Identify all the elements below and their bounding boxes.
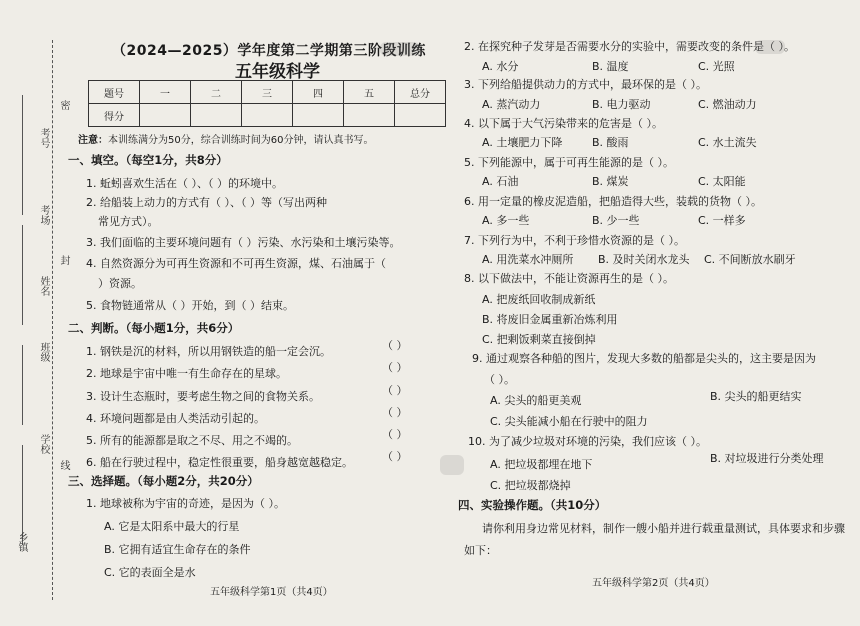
choice-q6-option-a[interactable]: A. 多一些 <box>482 214 530 227</box>
score-header-cell: 五 <box>344 81 395 104</box>
page-footer-right: 五年级科学第2页（共4页） <box>592 578 715 589</box>
judge-answer-paren[interactable]: （ ） <box>382 339 408 352</box>
label-exam-number: 考号 <box>38 128 49 148</box>
choice-q8-option-c[interactable]: C. 把剩饭剩菜直接倒掉 <box>482 333 596 346</box>
judge-q6: 6. 船在行驶过程中，稳定性很重要，船身越宽越稳定。 <box>86 456 353 469</box>
choice-q8: 8. 以下做法中，不能让资源再生的是（ ）。 <box>464 272 674 285</box>
fill-blank-q3: 3. 我们面临的主要环境问题有（ ）污染、水污染和土壤污染等。 <box>86 236 401 249</box>
notice-label: 注意： <box>78 135 108 146</box>
fill-blank-q4: 4. 自然资源分为可再生资源和不可再生资源，煤、石油属于（ <box>86 257 386 270</box>
judge-answer-paren[interactable]: （ ） <box>382 361 408 374</box>
judge-answer-paren[interactable]: （ ） <box>382 450 408 463</box>
choice-q5-option-c[interactable]: C. 太阳能 <box>698 175 746 188</box>
choice-q2-option-b[interactable]: B. 温度 <box>592 60 629 73</box>
score-header-cell: 二 <box>191 81 242 104</box>
choice-q3: 3. 下列给船提供动力的方式中，最环保的是（ ）。 <box>464 78 707 91</box>
choice-q3-option-c[interactable]: C. 燃油动力 <box>698 98 757 111</box>
notice <box>78 131 373 146</box>
binding-field-line <box>22 445 23 545</box>
choice-q8-option-b[interactable]: B. 将废旧金属重新冶炼利用 <box>482 313 618 326</box>
choice-q6-option-b[interactable]: B. 少一些 <box>592 214 640 227</box>
choice-q7-option-b[interactable]: B. 及时关闭水龙头 <box>598 253 690 266</box>
score-header-cell: 一 <box>140 81 191 104</box>
score-table <box>88 80 446 127</box>
fill-blank-q2: 2. 给船装上动力的方式有（ ）、（ ）等（写出两种 <box>86 196 327 209</box>
label-class: 班级 <box>38 342 49 362</box>
choice-q1-option-a[interactable]: A. 它是太阳系中最大的行星 <box>104 520 240 533</box>
judge-answer-paren[interactable]: （ ） <box>382 428 408 441</box>
score-cell[interactable] <box>344 104 395 127</box>
scan-smudge <box>440 455 464 475</box>
judge-q5: 5. 所有的能源都是取之不尽、用之不竭的。 <box>86 434 298 447</box>
score-header-cell: 四 <box>293 81 344 104</box>
label-school: 学校 <box>38 434 49 454</box>
choice-q2: 2. 在探究种子发芽是否需要水分的实验中，需要改变的条件是（ ）。 <box>464 40 795 53</box>
binding-field-line <box>22 345 23 425</box>
choice-q2-option-a[interactable]: A. 水分 <box>482 60 519 73</box>
choice-q5: 5. 下列能源中，属于可再生能源的是（ ）。 <box>464 156 674 169</box>
choice-q4-option-a[interactable]: A. 土壤肥力下降 <box>482 136 563 149</box>
choice-q3-option-b[interactable]: B. 电力驱动 <box>592 98 651 111</box>
choice-q7-option-a[interactable]: A. 用洗菜水冲厕所 <box>482 253 574 266</box>
binding-dashed-line <box>52 40 53 600</box>
section-choice-title: 三、选择题。（每小题2分，共20分） <box>68 474 259 488</box>
judge-q3: 3. 设计生态瓶时，要考虑生物之间的食物关系。 <box>86 390 320 403</box>
choice-q9-option-c[interactable]: C. 尖头能减小船在行驶中的阻力 <box>490 415 648 428</box>
choice-q9-option-b[interactable]: B. 尖头的船更结实 <box>710 390 802 403</box>
choice-q9-cont: （ ）。 <box>484 373 515 386</box>
fill-blank-q1: 1. 蚯蚓喜欢生活在（ ）、（ ）的环境中。 <box>86 177 283 190</box>
label-exam-room: 考场 <box>38 205 49 225</box>
choice-q3-option-a[interactable]: A. 蒸汽动力 <box>482 98 541 111</box>
choice-q5-option-b[interactable]: B. 煤炭 <box>592 175 629 188</box>
judge-answer-paren[interactable]: （ ） <box>382 384 408 397</box>
choice-q9: 9. 通过观察各种船的图片，发现大多数的船都是尖头的，这主要是因为 <box>472 352 816 365</box>
choice-q10-option-b[interactable]: B. 对垃圾进行分类处理 <box>710 452 824 465</box>
score-header-cell: 题号 <box>89 81 140 104</box>
judge-q4: 4. 环境问题都是由人类活动引起的。 <box>86 412 265 425</box>
exam-title: （2024—2025）学年度第二学期第三阶段训练 <box>112 43 426 59</box>
label-town: 乡镇 <box>16 532 27 552</box>
section-experiment-title: 四、实验操作题。（共10分） <box>458 498 607 512</box>
choice-q4: 4. 以下属于大气污染带来的危害是（ ）。 <box>464 117 663 130</box>
choice-q7-option-c[interactable]: C. 不间断放水刷牙 <box>704 253 796 266</box>
choice-q10-option-a[interactable]: A. 把垃圾都埋在地下 <box>490 458 593 471</box>
notice-text: 本训练满分为50分，综合训练时间为60分钟，请认真书写。 <box>108 135 374 146</box>
mark-line: 线 <box>58 460 69 470</box>
choice-q6-option-c[interactable]: C. 一样多 <box>698 214 746 227</box>
choice-q4-option-b[interactable]: B. 酸雨 <box>592 136 629 149</box>
score-cell[interactable] <box>293 104 344 127</box>
binding-field-line <box>22 225 23 325</box>
fill-blank-q2-cont: 常见方式）。 <box>98 215 159 228</box>
exam-subtitle: 五年级科学 <box>235 62 320 82</box>
choice-q1-option-b[interactable]: B. 它拥有适宜生命存在的条件 <box>104 543 251 556</box>
choice-q9-option-a[interactable]: A. 尖头的船更美观 <box>490 394 582 407</box>
score-header-cell: 三 <box>242 81 293 104</box>
label-name: 姓名 <box>38 276 49 296</box>
mark-seal: 封 <box>58 255 69 265</box>
score-row-label: 得分 <box>89 104 140 127</box>
scan-smudge <box>380 42 420 56</box>
score-cell[interactable] <box>191 104 242 127</box>
mark-seal: 密 <box>58 100 69 110</box>
scan-smudge <box>755 40 785 54</box>
judge-answer-paren[interactable]: （ ） <box>382 406 408 419</box>
choice-q7: 7. 下列行为中，不利于珍惜水资源的是（ ）。 <box>464 234 685 247</box>
fill-blank-q4-cont: ）资源。 <box>98 277 142 290</box>
score-header-cell: 总分 <box>395 81 446 104</box>
page-footer-left: 五年级科学第1页（共4页） <box>210 587 333 598</box>
choice-q6: 6. 用一定量的橡皮泥造船，把船造得大些，装载的货物（ ）。 <box>464 195 762 208</box>
score-cell[interactable] <box>395 104 446 127</box>
judge-q1: 1. 钢铁是沉的材料，所以用钢铁造的船一定会沉。 <box>86 345 331 358</box>
choice-q5-option-a[interactable]: A. 石油 <box>482 175 519 188</box>
experiment-instructions: 请你利用身边常见材料，制作一艘小船并进行载重量测试，具体要求和步骤 <box>482 522 845 535</box>
section-judge-title: 二、判断。（每小题1分，共6分） <box>68 321 240 335</box>
binding-field-line <box>22 95 23 215</box>
judge-q2: 2. 地球是宇宙中唯一有生命存在的星球。 <box>86 367 287 380</box>
choice-q1-option-c[interactable]: C. 它的表面全是水 <box>104 566 196 579</box>
choice-q1: 1. 地球被称为宇宙的奇迹，是因为（ ）。 <box>86 497 285 510</box>
choice-q10: 10. 为了减少垃圾对环境的污染，我们应该（ ）。 <box>468 435 707 448</box>
choice-q4-option-c[interactable]: C. 水土流失 <box>698 136 757 149</box>
experiment-instructions-cont: 如下： <box>464 544 497 557</box>
score-cell[interactable] <box>140 104 191 127</box>
choice-q2-option-c[interactable]: C. 光照 <box>698 60 735 73</box>
choice-q8-option-a[interactable]: A. 把废纸回收制成新纸 <box>482 293 596 306</box>
fill-blank-q5: 5. 食物链通常从（ ）开始，到（ ）结束。 <box>86 299 294 312</box>
choice-q10-option-c[interactable]: C. 把垃圾都烧掉 <box>490 479 571 492</box>
score-cell[interactable] <box>242 104 293 127</box>
section-fill-blank-title: 一、填空。（每空1分，共8分） <box>68 153 228 167</box>
